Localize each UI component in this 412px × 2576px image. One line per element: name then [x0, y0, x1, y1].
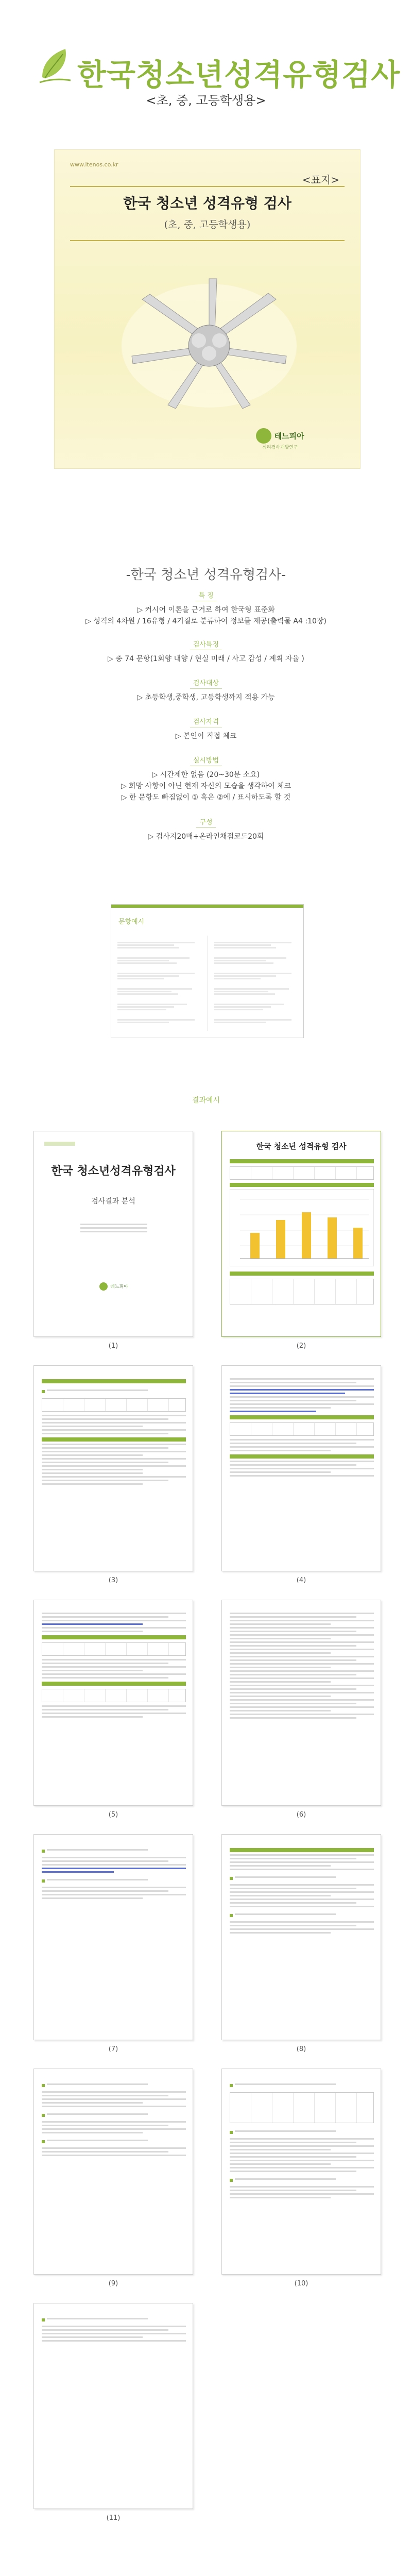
info-section-test-features	[0, 639, 412, 665]
result-page-10	[221, 2069, 381, 2275]
section-item: ▷ 검사지20매+온라인채점코드20회	[148, 833, 264, 841]
question-placeholder	[117, 972, 200, 980]
section-label: 구성	[196, 817, 215, 828]
question-placeholder	[214, 941, 297, 950]
cover-divider	[70, 240, 345, 241]
page-number: (6)	[296, 1811, 306, 1819]
question-placeholder	[117, 1003, 200, 1011]
section-item: ▷ 희망 사항이 아닌 현재 자신의 모습을 생각하여 체크	[121, 782, 291, 790]
info-section-target	[0, 677, 412, 703]
cover-url: www.itenos.co.kr	[70, 161, 118, 168]
result-page-5	[33, 1600, 193, 1806]
page-brand-name: 테느피아	[110, 1284, 128, 1290]
brand-name: 테느피아	[274, 431, 304, 441]
section-item: ▷ 본인이 직접 체크	[175, 732, 237, 740]
question-placeholder	[214, 972, 297, 980]
question-placeholder	[214, 1003, 297, 1011]
page-number: (4)	[296, 1577, 306, 1584]
section-item: ▷ 시간제한 없음 (20~30분 소요)	[152, 771, 260, 779]
sample-topbar	[111, 905, 303, 908]
info-section-composition	[0, 817, 412, 842]
section-label: 특 징	[195, 590, 216, 601]
question-placeholder	[117, 1018, 200, 1024]
result-page-6	[221, 1600, 381, 1806]
result-page-4	[221, 1365, 381, 1571]
name-fields	[80, 1222, 147, 1234]
page-subtitle: <초, 중, 고등학생용>	[146, 93, 266, 108]
page-title: 한국청소년성격유형검사	[77, 57, 401, 92]
result-page-3	[33, 1365, 193, 1571]
section-label: 검사자격	[190, 716, 222, 727]
page-number: (2)	[296, 1342, 306, 1350]
result-page-title: 한국 청소년 성격유형 검사	[256, 1142, 347, 1151]
page-number: (8)	[296, 2045, 306, 2053]
page-number: (7)	[108, 2045, 118, 2053]
leaf-logo-icon	[37, 46, 73, 88]
sample-label: 문항예시	[118, 918, 145, 926]
cover-title: 한국 청소년 성격유형 검사	[123, 195, 291, 212]
result-page-8	[221, 1834, 381, 2040]
section-item: ▷ 한 문항도 빠짐없이 ① 혹은 ②에 / 표시하도록 할 것	[121, 793, 291, 802]
info-section-features	[0, 590, 412, 627]
result-page-9	[33, 2069, 193, 2275]
page-number: (5)	[108, 1811, 118, 1819]
result-content	[230, 1611, 374, 1721]
result-content	[230, 1376, 374, 1479]
result-content	[230, 1845, 374, 1936]
brand-circle-icon	[99, 1282, 108, 1291]
results-label: 결과예시	[192, 1096, 220, 1105]
bar-chart-thumbnail	[230, 1189, 374, 1266]
section-item: ▷ 총 74 문항(1회향 내향 / 현실 미래 / 사고 감성 / 계획 자율 )	[108, 655, 304, 663]
info-section-qualification	[0, 716, 412, 742]
section-item: ▷ 커시어 이론을 근거로 하여 한국형 표준화	[137, 606, 275, 614]
result-content	[42, 2314, 186, 2344]
page-brand	[91, 1281, 137, 1291]
result-content	[42, 1845, 186, 1901]
result-content	[42, 1376, 186, 1487]
page-number: (10)	[294, 2280, 308, 2287]
page-header-strip	[44, 1142, 75, 1146]
hands-together-illustration	[111, 268, 307, 418]
result-page-title: 한국 청소년성격유형검사	[51, 1164, 176, 1178]
result-content	[42, 1611, 186, 1720]
section-item: ▷ 성격의 4차원 / 16유형 / 4기질로 분류하여 정보를 제공(출력물 A4 :10장)	[85, 617, 327, 625]
question-placeholder	[117, 956, 200, 965]
question-placeholder	[117, 987, 200, 996]
info-title: -한국 청소년 성격유형검사-	[126, 567, 286, 583]
cover-subtitle: (초, 중, 고등학생용)	[164, 219, 251, 230]
page-number: (1)	[108, 1342, 118, 1350]
result-content	[42, 2079, 186, 2158]
result-page-7	[33, 1834, 193, 2040]
section-item: ▷ 초등학생,중학생, 고등학생까지 적용 가능	[137, 693, 275, 702]
section-label: 검사특징	[190, 639, 222, 650]
section-label: 검사대상	[190, 677, 222, 689]
result-page-11	[33, 2303, 193, 2509]
question-placeholder	[214, 1018, 297, 1024]
cover-divider	[70, 186, 345, 187]
brand-sub: 심리검사개발연구	[262, 445, 298, 450]
result-page-2	[221, 1131, 381, 1337]
cover-image	[54, 149, 360, 469]
cover-label: <표지>	[302, 174, 339, 186]
info-section-method	[0, 755, 412, 803]
brand-circle-icon	[256, 428, 271, 444]
result-page-subtitle: 검사결과 분석	[91, 1197, 135, 1206]
result-content	[230, 1156, 374, 1308]
question-placeholder	[117, 941, 200, 950]
section-label: 실시방법	[190, 755, 222, 766]
result-page-1	[33, 1131, 193, 1337]
page-number: (9)	[108, 2280, 118, 2287]
question-placeholder	[214, 956, 297, 965]
question-placeholder	[214, 987, 297, 996]
result-content	[230, 2079, 374, 2200]
page-number: (11)	[106, 2514, 121, 2522]
page-number: (3)	[108, 1577, 118, 1584]
brand-logo	[249, 428, 311, 450]
